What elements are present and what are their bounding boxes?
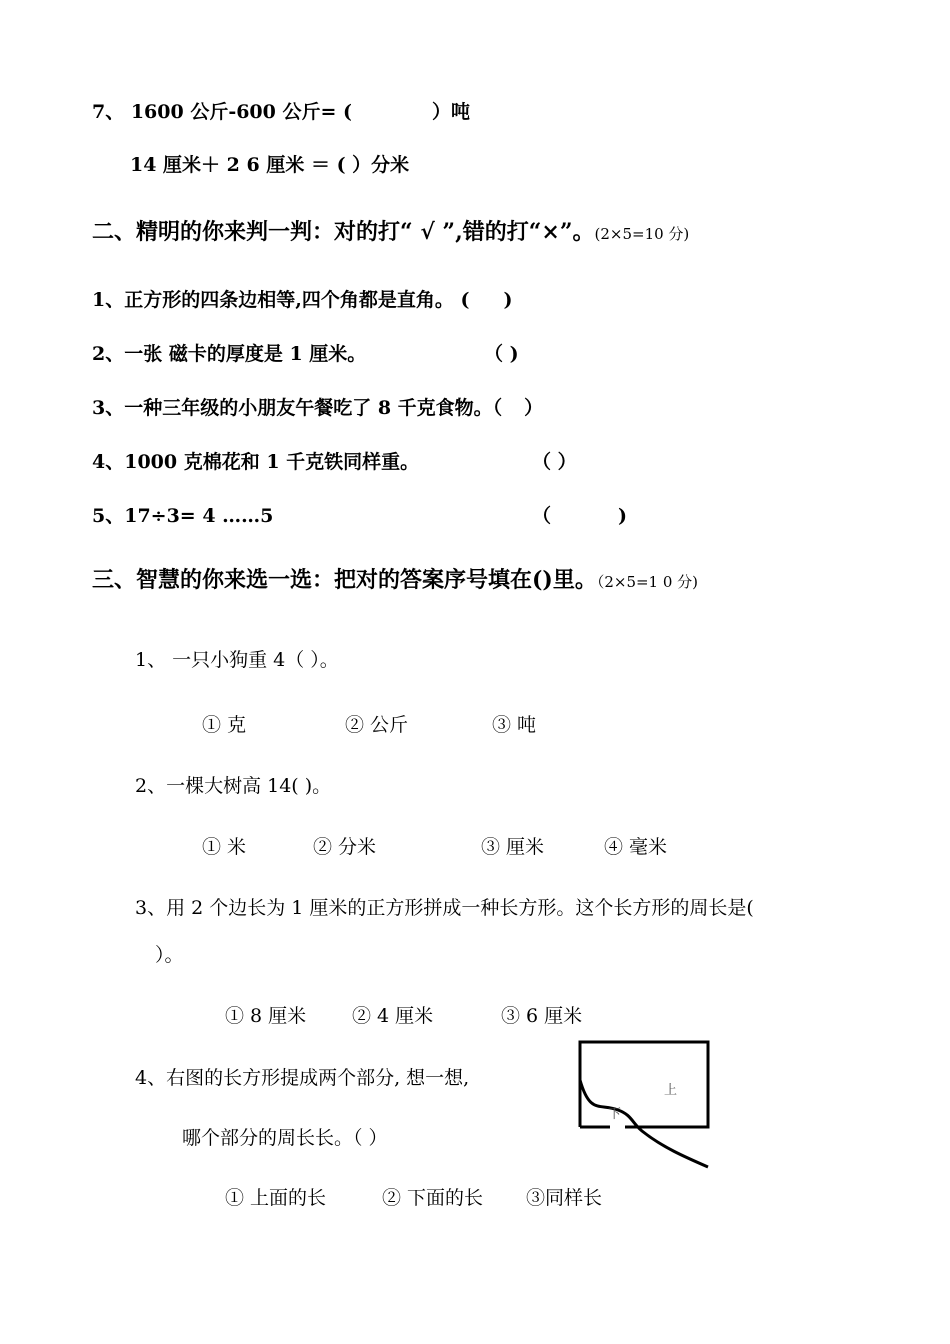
judge-item-2-paren[interactable]: （ ) xyxy=(484,343,519,365)
judge-item-4 xyxy=(92,450,577,474)
section3-heading-text: 三、智慧的你来选一选：把对的答案序号填在()里。 xyxy=(92,567,597,593)
rectangle-outline xyxy=(580,1042,708,1127)
section3-score: （2×5=1 0 分) xyxy=(596,573,699,591)
rectangle-figure-drawing xyxy=(570,1035,720,1175)
judge-item-5 xyxy=(92,504,627,528)
section3-heading xyxy=(92,566,698,596)
judge-item-5-paren-open[interactable]: （ xyxy=(532,505,552,527)
section2-heading-text: 二、精明的你来判一判：对的打“ √ ”,错的打“×”。 xyxy=(92,219,595,245)
judge-item-5-text: 5、17÷3= 4 ……5 xyxy=(92,505,274,527)
choice-q1-option-1[interactable]: ① 克 xyxy=(202,714,247,736)
judge-item-3-paren: ） xyxy=(524,397,544,419)
judge-item-3 xyxy=(92,396,543,420)
judge-item-2-text: 2、一张 磁卡的厚度是 1 厘米。 xyxy=(92,343,367,365)
figure-label-bottom: 下 xyxy=(608,1107,622,1122)
q7-line1-text: 7、 1600 公斤-600 公斤= ( xyxy=(92,101,353,123)
q7-line1-unit: ）吨 xyxy=(432,101,471,123)
judge-item-1-paren: ) xyxy=(503,289,513,311)
choice-q2-option-4[interactable]: ④ 毫米 xyxy=(604,836,668,858)
choice-q2-option-3[interactable]: ③ 厘米 xyxy=(481,836,545,858)
section2-heading xyxy=(92,218,689,248)
judge-item-1 xyxy=(92,288,512,312)
q7-line1 xyxy=(92,100,470,124)
judge-item-4-text: 4、1000 克棉花和 1 千克铁同样重。 xyxy=(92,451,420,473)
figure-label-top: 上 xyxy=(664,1083,678,1098)
q7-line2: 14 厘米＋ 2 6 厘米 ＝ ( ）分米 xyxy=(130,154,410,176)
choice-q1: 1、 一只小狗重 4（ ）。 xyxy=(135,649,339,671)
choice-q1-option-2[interactable]: ② 公斤 xyxy=(345,714,409,736)
judge-item-1-text: 1、正方形的四条边相等,四个角都是直角。 ( xyxy=(92,289,470,311)
choice-q3-line2: ）。 xyxy=(155,944,184,966)
choice-q2-option-2[interactable]: ② 分米 xyxy=(313,836,377,858)
choice-q3-option-1[interactable]: ① 8 厘米 xyxy=(225,1005,307,1027)
judge-item-5-paren-close: ) xyxy=(618,505,627,527)
choice-q3-option-3[interactable]: ③ 6 厘米 xyxy=(501,1005,583,1027)
judge-item-2 xyxy=(92,342,519,366)
choice-q3-option-2[interactable]: ② 4 厘米 xyxy=(352,1005,434,1027)
choice-q4-line1: 4、右图的长方形提成两个部分, 想一想, xyxy=(135,1067,470,1089)
choice-q2: 2、一棵大树高 14( )。 xyxy=(135,775,332,797)
rectangle-figure xyxy=(570,1035,720,1175)
choice-q3-line1: 3、用 2 个边长为 1 厘米的正方形拼成一种长方形。这个长方形的周长是( xyxy=(135,897,754,919)
judge-item-4-paren[interactable]: （ ） xyxy=(532,451,577,473)
choice-q4-option-3[interactable]: ③同样长 xyxy=(526,1187,603,1209)
section2-score: (2×5=10 分) xyxy=(594,225,690,243)
dividing-curve xyxy=(580,1080,708,1167)
choice-q1-option-3[interactable]: ③ 吨 xyxy=(492,714,537,736)
choice-q4-option-1[interactable]: ① 上面的长 xyxy=(225,1187,327,1209)
choice-q4-option-2[interactable]: ② 下面的长 xyxy=(382,1187,484,1209)
choice-q4-line2: 哪个部分的周长长。（ ） xyxy=(182,1127,388,1149)
choice-q2-option-1[interactable]: ① 米 xyxy=(202,836,247,858)
judge-item-3-text: 3、一种三年级的小朋友午餐吃了 8 千克食物。（ xyxy=(92,397,503,419)
